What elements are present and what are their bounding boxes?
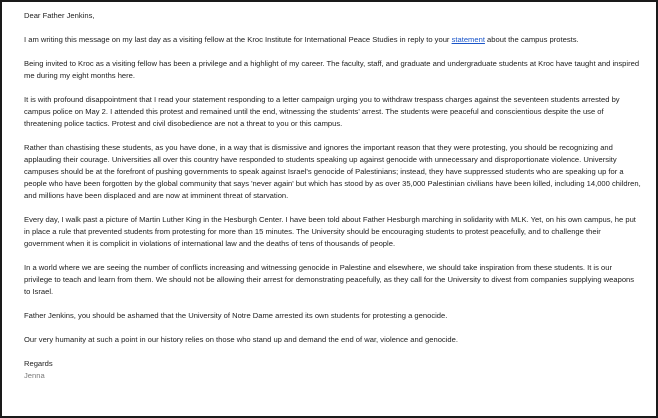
paragraph-5: Every day, I walk past a picture of Martin Luther King in the Hesburgh Center. I have been told about Father Hesburgh marching in solidarity with MLK. Yet, on his own campus, he put in place a rule that prevented students from protesting for more than 15 minutes. The University should be encouraging students to protest peacefully, and to challenge their government when it is complicit in violations of international law and the deaths of tens of thousands of people.: [24, 215, 636, 248]
letter-body: [24, 10, 642, 382]
paragraph-1-text-before: I am writing this message on my last day as a visiting fellow at the Kroc Institute for International Peace Studies in reply to your: [24, 35, 452, 44]
greeting: Dear Father Jenkins,: [24, 11, 95, 20]
paragraph-1-text-after: about the campus protests.: [484, 35, 579, 44]
paragraph-4: Rather than chastising these students, as you have done, in a way that is dismissive and ignores the important reason that they were protesting, you should be recognizing and applauding their courage. Universities all over this country have responded to students speaking up against genocide with unnecessary and disproportionate violence. University campuses should be at the forefront of pushing governments to speak against Israel's genocide of Palestinians; instead, they have suppressed students who are speaking up for a people who have been forgotten by the global community that says 'never again' but which has stood by as over 35,000 Palestinian civilians have been killed, including 14,000 children, and millions have been displaced and are now at imminent threat of starvation.: [24, 143, 641, 200]
paragraph-1: [24, 34, 642, 46]
signature: Jenna: [24, 371, 45, 380]
paragraph-6: In a world where we are seeing the number of conflicts increasing and witnessing genocide in Palestine and elsewhere, we should take inspiration from these students. It is our privilege to teach and learn from them. We should not be allowing their arrest for demonstrating peacefully, as they call for the University to divest from companies supplying weapons to Israel.: [24, 263, 635, 296]
paragraph-2: Being invited to Kroc as a visiting fellow has been a privilege and a highlight of my career. The faculty, staff, and graduate and undergraduate students at Kroc have taught and inspired me during my eight months here.: [24, 59, 640, 80]
paragraph-7: Father Jenkins, you should be ashamed that the University of Notre Dame arrested its own students for protesting a genocide.: [24, 311, 448, 320]
statement-link[interactable]: statement: [451, 35, 485, 44]
paragraph-3: It is with profound disappointment that I read your statement responding to a letter campaign urging you to withdraw trespass charges against the seventeen students arrested by campus police on May 2. I attended this protest and remained until the end, witnessing the students' arrest. The students were peaceful and conscientious despite the use of threatening police tactics. Protest and civil disobedience are not a threat to you or this campus.: [24, 95, 620, 128]
paragraph-8: Our very humanity at such a point in our history relies on those who stand up and demand the end of war, violence and genocide.: [24, 335, 458, 344]
closing: Regards: [24, 359, 53, 368]
